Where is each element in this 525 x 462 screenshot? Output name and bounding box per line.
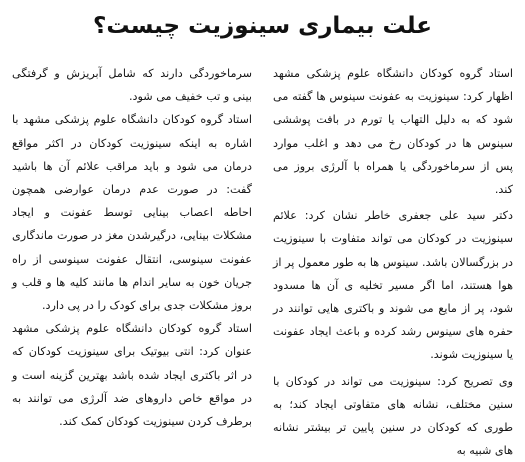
paragraph: سرماخوردگی دارند که شامل آبریزش و گرفتگی بینی و تب خفیف می شود.	[12, 67, 252, 104]
article-title: علت بیماری سینوزیت چیست؟	[93, 13, 432, 39]
paragraph: وی تصریح کرد: سینوزیت می تواند در کودکان با سنین مختلف، نشانه های متفاوتی ایجاد کند؛ به طوری که کودکان در سنین پایین تر بیشتر نشانه های شبیه به	[273, 374, 513, 458]
article-column-left	[12, 62, 252, 433]
paragraph: استاد گروه کودکان دانشگاه علوم پزشکی مشهد عنوان کرد: انتی بیوتیک برای سینوزیت کودکان که در اثر باکتری ایجاد شده باشد بهترین گزینه است و در مواقع خاص داروهای ضد آلرژی می توانند به برطرف کردن سینوزیت کودکان کمک کند.	[12, 322, 252, 429]
paragraph: دکتر سید علی جعفری خاطر نشان کرد: علائم سینوزیت در کودکان می تواند متفاوت با سینوزیت در بزرگسالان باشد. سینوس ها به طور معمول پر از هوا هستند، اما اگر مسیر تخلیه ی آن ها مسدود شود، پر از مایع می شوند و باکتری هایی توانند در حفره های سینوس رشد کرده و باعث ایجاد عفونت یا سینوزیت شوند.	[273, 209, 513, 362]
paragraph: استاد گروه کودکان دانشگاه علوم پزشکی مشهد اظهار کرد: سینوزیت به عفونت سینوس ها گفته می شود که به دلیل التهاب یا تورم در بافت پوششی سینوس ها در کودکان رخ می دهد و اغلب موارد پس از سرماخوردگی یا همراه با آلرژی بروز می کند.	[273, 67, 513, 197]
paragraph: استاد گروه کودکان دانشگاه علوم پزشکی مشهد با اشاره به اینکه سینوزیت کودکان در اکثر مواقع درمان می شود و باید مراقب علائم آن ها باشید گفت: در صورت عدم درمان عوارضی همچون احاطه اعصاب بینایی توسط عفونت و ایجاد مشکلات بینایی، درگیرشدن مغز در صورت ماندگاری عفونت سینوسی، انتقال عفونت سینوسی از راه جریان خون به سایر اندام ها مانند کلیه ها و قلب و بروز مشکلات جدی برای کودک را در پی دارد.	[12, 113, 252, 313]
article-column-right	[273, 62, 513, 462]
